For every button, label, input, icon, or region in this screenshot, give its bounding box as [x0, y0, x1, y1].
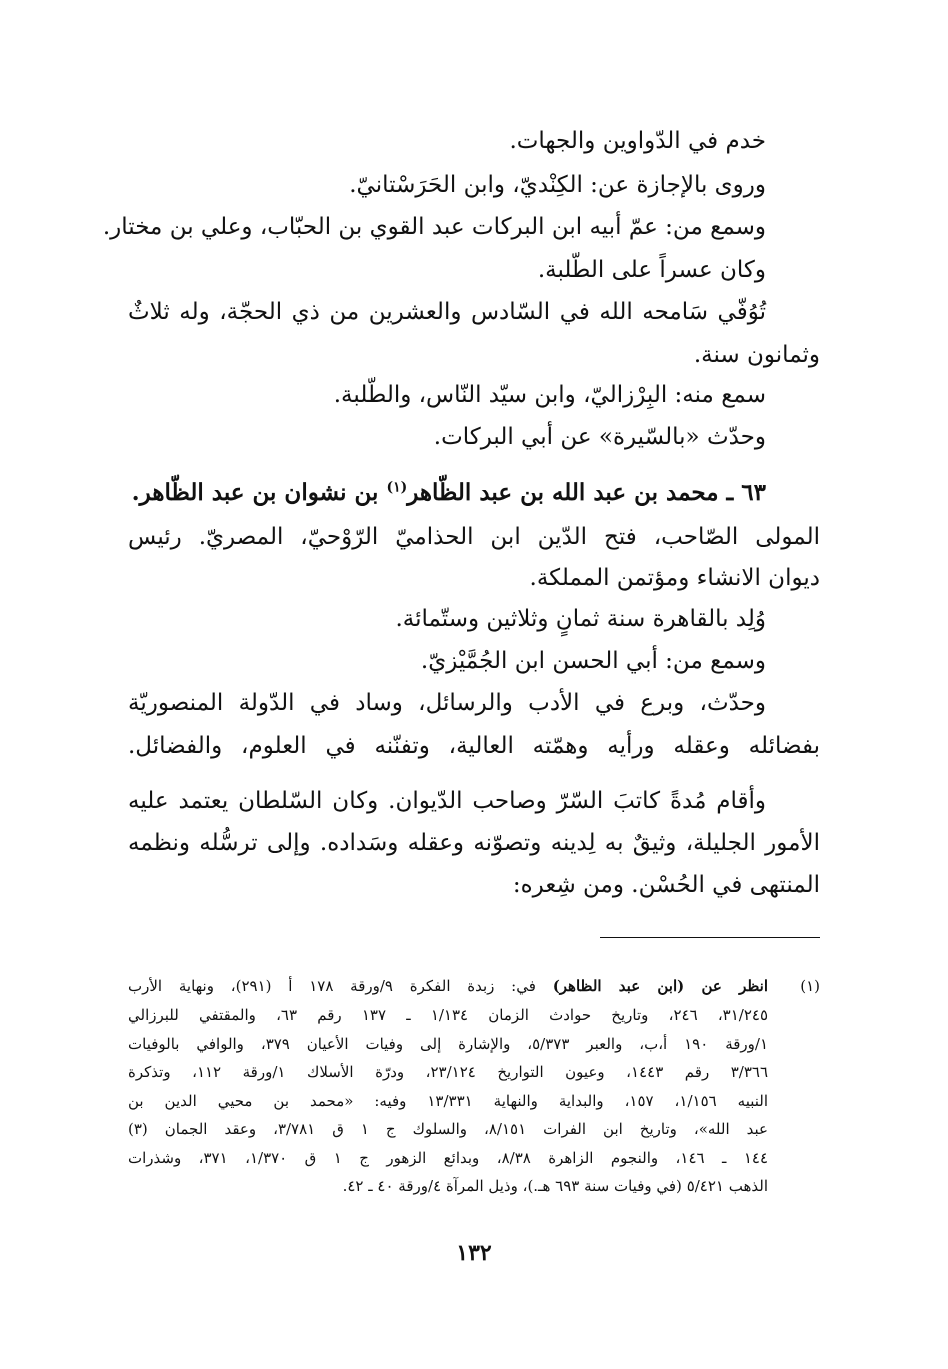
entry-heading [132, 478, 766, 508]
text-line: الأمور الجليلة، وثيقٌ به لِدينه وتصوّنه وعقله وسَداده. وإلى ترسُّله ونظمه [128, 830, 820, 856]
text-line: المنتهى في الحُسْن. ومن شِعره: [512, 872, 820, 898]
page-number: ١٣٢ [456, 1240, 492, 1266]
text-line: وسمع من: عمّ أبيه ابن البركات عبد القوي بن الحبّاب، وعلي بن مختار. [102, 214, 766, 240]
text-line: سمع منه: البِرْزاليّ، وابن سيّد النّاس، والطّلبة. [333, 382, 766, 408]
text-line: بفضائله وعقله ورأيه وهمّته العالية، وتفنّنه في العلوم، والفضائل. [128, 733, 820, 759]
text-line: وحدّث «بالسّيرة» عن أبي البركات. [433, 424, 766, 450]
text-line: المولى الصّاحب، فتح الدّين ابن الحذاميّ الرّوْحيّ، المصريّ. رئيس [128, 524, 820, 550]
footnote-line: ٣١/٢٤٥، ٢٤٦، وتاريخ حوادث الزمان ١/١٣٤ ـ ١٣٧ رقم ٦٣، والمقتفي للبرزالي [128, 1006, 769, 1024]
footnote-line: عبد الله»، وتاريخ ابن الفرات ٨/١٥١، والسلوك ج ١ ق ٣/٧٨١، وعقد الجمان (٣) [128, 1120, 768, 1138]
text-line: وُلِد بالقاهرة سنة ثمانٍ وثلاثين وستّمائة. [395, 606, 766, 632]
footnote-text: في: زبدة الفكرة ٩/ورقة ١٧٨ أ (٢٩١)، ونهاية الأرب [128, 977, 553, 995]
footnote-number: (١) [800, 977, 820, 995]
text-line: خدم في الدّواوين والجهات. [509, 128, 766, 154]
footnote-line: ١٤٤ ـ ١٤٦، والنجوم الزاهرة ٨/٣٨، وبدائع الزهور ج ١ ق ١/٣٧٠، ٣٧١، وشذرات [128, 1149, 769, 1167]
footnote-line [128, 972, 768, 1001]
footnote-line: ١/ورقة ١٩٠ أ،ب، والعبر ٥/٣٧٣، والإشارة إلى وفيات الأعيان ٣٧٩، والوافي بالوفيات [128, 1035, 769, 1053]
footnote-reference: (١) [386, 479, 408, 496]
footnote-line: ٣/٣٦٦ رقم ١٤٤٣، وعيون التواريخ ٢٣/١٢٤، ودرّة الأسلاك ١/ورقة ١١٢، وتذكرة [128, 1063, 768, 1081]
text-line: وثمانون سنة. [693, 342, 820, 368]
footnote-line: النبيه ١/١٥٦، ١٥٧، والبداية والنهاية ١٣/٣٣١ وفيه: «محمد بن محيي الدين بن [128, 1092, 769, 1110]
text-line: ديوان الانشاء ومؤتمن المملكة. [529, 565, 820, 591]
text-line: تُوُفّي سَامحه الله في السّادس والعشرين من ذي الحجّة، وله ثلاثٌ [128, 299, 766, 325]
footnote-divider [600, 937, 820, 938]
entry-heading-lineage: بن نشوان بن عبد الظّاهر. [131, 479, 387, 506]
footnote-head: انظر عن (ابن عبد الظاهر) [552, 977, 768, 995]
text-line: وسمع من: أبي الحسن ابن الجُمَّيْزيّ. [420, 648, 766, 674]
text-line: وأقام مُدةً كاتبَ السّرّ وصاحب الدّيوان. وكان السّلطان يعتمد عليه [128, 788, 766, 814]
entry-heading-name: ٦٣ ـ محمد بن عبد الله بن عبد الظّاهر [407, 479, 766, 506]
footnote-line: الذهب ٥/٤٢١ (في وفيات سنة ٦٩٣ هـ.)، وذيل المرآة ٤/ورقة ٤٠ ـ ٤٢. [342, 1177, 768, 1195]
text-line: وكان عسراً على الطّلبة. [537, 257, 766, 283]
text-line: وروى بالإجازة عن: الكِنْديّ، وابن الحَرَسْتانيّ. [349, 172, 766, 198]
text-line: وحدّث، وبرع في الأدب والرسائل، وساد في الدّولة المنصوريّة [128, 690, 766, 716]
